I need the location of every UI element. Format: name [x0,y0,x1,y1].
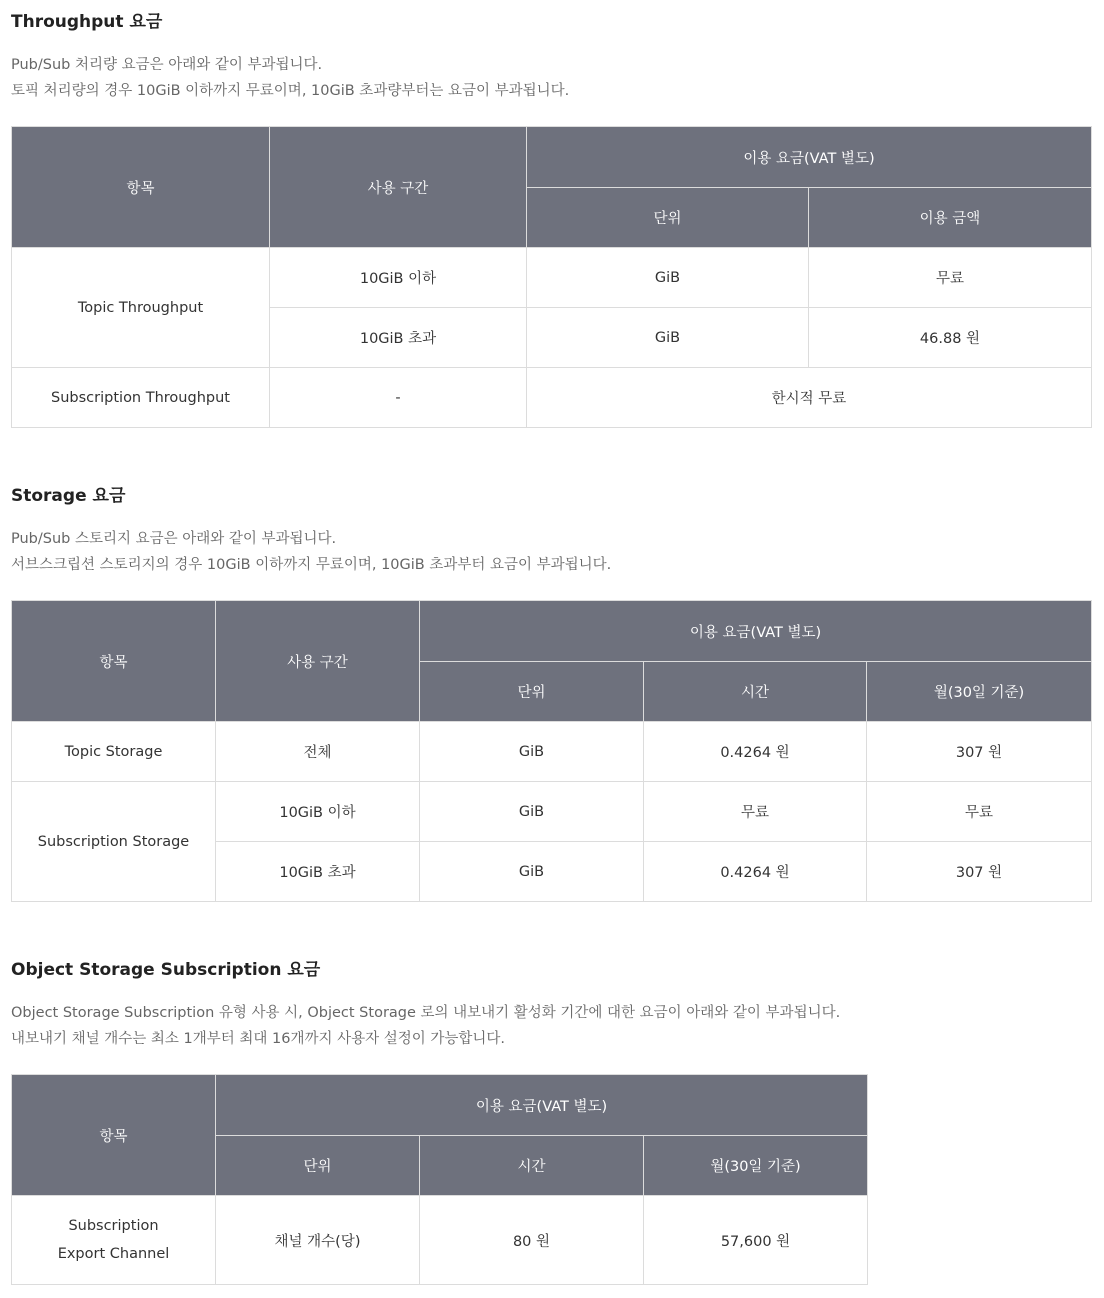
table-header-row [12,601,1092,662]
header-amount: 이용 금액 [809,188,1092,248]
header-month: 월(30일 기준) [644,1136,868,1196]
cell-range: 10GiB 초과 [270,308,527,368]
header-month: 월(30일 기준) [867,662,1092,722]
cell-amount: 무료 [809,248,1092,308]
object-storage-desc-2: 내보내기 채널 개수는 최소 1개부터 최대 16개까지 사용자 설정이 가능합니다. [11,1031,505,1047]
table-header-row [12,1075,868,1136]
header-unit: 단위 [527,188,809,248]
subscription-storage-label: Subscription Storage [12,782,216,902]
object-storage-desc-1: Object Storage Subscription 유형 사용 시, Object Storage 로의 내보내기 활성화 기간에 대한 요금이 아래와 같이 부과됩니다. [11,1005,841,1021]
throughput-section [11,10,569,104]
header-item: 항목 [12,601,216,722]
header-range: 사용 구간 [216,601,420,722]
table-row [12,368,1092,428]
storage-table [11,600,1092,902]
storage-title: Storage 요금 [11,486,126,506]
header-fee: 이용 요금(VAT 별도) [527,127,1092,188]
cell-hour: 무료 [644,782,867,842]
cell-unit: GiB [527,248,809,308]
object-storage-section [11,958,840,1052]
header-unit: 단위 [216,1136,420,1196]
cell-unit: GiB [420,782,644,842]
throughput-title: Throughput 요금 [11,12,163,32]
throughput-desc-1: Pub/Sub 처리량 요금은 아래와 같이 부과됩니다. [11,57,323,73]
table-row [12,1196,868,1285]
cell-unit: GiB [420,842,644,902]
cell-month: 무료 [867,782,1092,842]
header-unit: 단위 [420,662,644,722]
header-hour: 시간 [644,662,867,722]
cell-amount: 46.88 원 [809,308,1092,368]
header-fee: 이용 요금(VAT 별도) [216,1075,868,1136]
export-channel-label [12,1196,216,1285]
table-header-row [12,127,1092,188]
export-channel-label-line2: Export Channel [57,1246,170,1262]
storage-section [11,484,611,578]
cell-range: 10GiB 이하 [270,248,527,308]
cell-month: 307 원 [867,722,1092,782]
storage-desc-1: Pub/Sub 스토리지 요금은 아래와 같이 부과됩니다. [11,531,337,547]
object-storage-title: Object Storage Subscription 요금 [11,960,321,980]
cell-month: 307 원 [867,842,1092,902]
cell-month: 57,600 원 [644,1196,868,1285]
object-storage-table [11,1074,868,1285]
cell-hour: 0.4264 원 [644,722,867,782]
header-item: 항목 [12,1075,216,1196]
cell-hour: 80 원 [420,1196,644,1285]
cell-range: - [270,368,527,428]
topic-storage-label: Topic Storage [12,722,216,782]
cell-unit: GiB [527,308,809,368]
cell-unit: GiB [420,722,644,782]
cell-hour: 0.4264 원 [644,842,867,902]
topic-throughput-label: Topic Throughput [12,248,270,368]
header-item: 항목 [12,127,270,248]
cell-range: 전체 [216,722,420,782]
table-row [12,782,1092,842]
throughput-table [11,126,1092,428]
subscription-throughput-label: Subscription Throughput [12,368,270,428]
table-row [12,722,1092,782]
cell-range: 10GiB 이하 [216,782,420,842]
cell-fee: 한시적 무료 [527,368,1092,428]
export-channel-label-line1: Subscription [68,1218,159,1234]
storage-desc-2: 서브스크립션 스토리지의 경우 10GiB 이하까지 무료이며, 10GiB 초과부터 요금이 부과됩니다. [11,557,612,573]
cell-unit: 채널 개수(당) [216,1196,420,1285]
table-row [12,248,1092,308]
header-hour: 시간 [420,1136,644,1196]
header-range: 사용 구간 [270,127,527,248]
cell-range: 10GiB 초과 [216,842,420,902]
header-fee: 이용 요금(VAT 별도) [420,601,1092,662]
throughput-desc-2: 토픽 처리량의 경우 10GiB 이하까지 무료이며, 10GiB 초과량부터는 요금이 부과됩니다. [11,83,570,99]
